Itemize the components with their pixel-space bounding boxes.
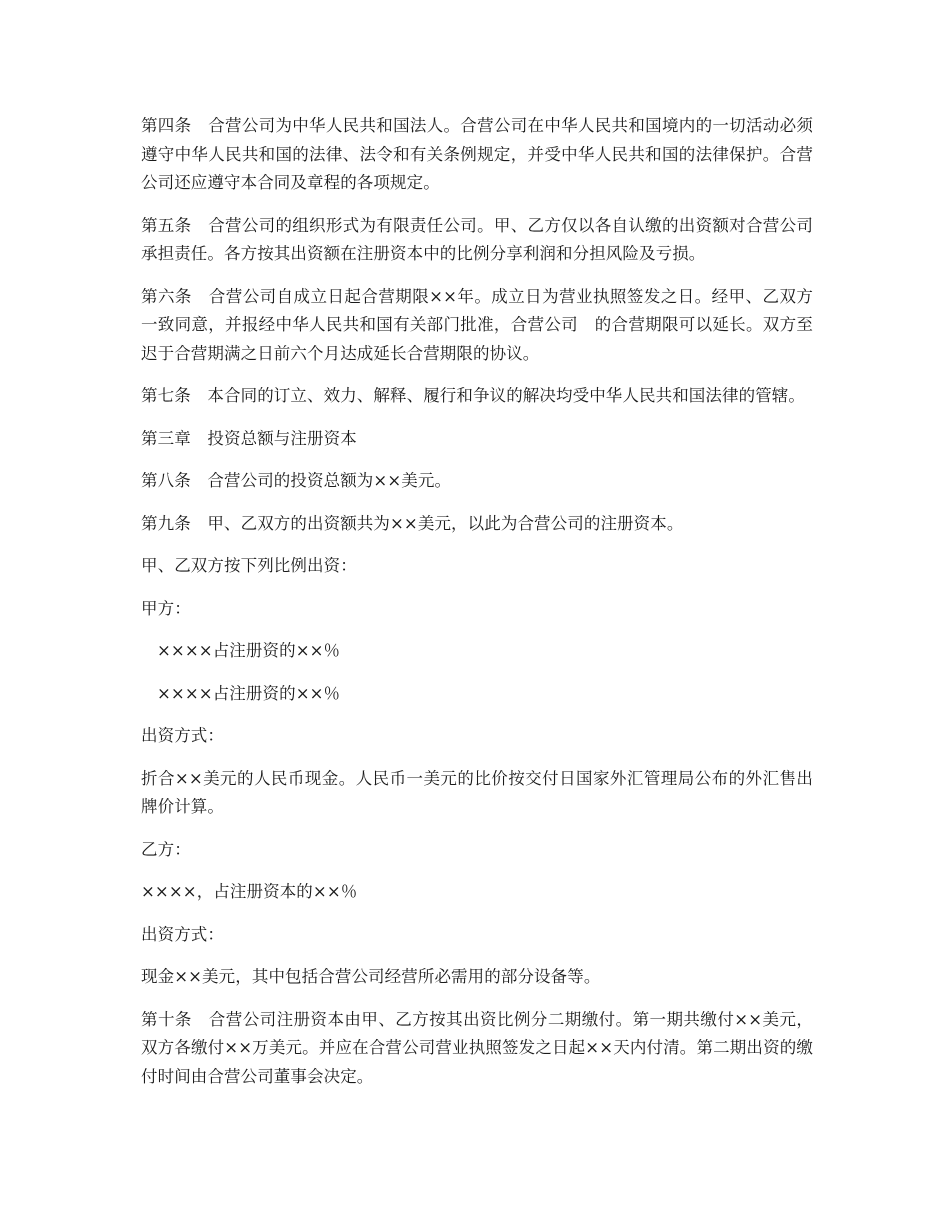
party-a-contribution-method-label: 出资方式： bbox=[141, 726, 224, 745]
party-a-label: 甲方： bbox=[141, 598, 191, 618]
article-5: 第五条 合营公司的组织形式为有限责任公司。甲、乙方仅以各自认缴的出资额对合营公司承担责任。各方按其出资额在注册资本中的比例分享利润和分担风险及亏损。 bbox=[141, 215, 813, 263]
party-b-label: 乙方： bbox=[141, 839, 191, 859]
article-6: 第六条 合营公司自成立日起合营期限××年。成立日为营业执照签发之日。经甲、乙双方一致同意，并报经中华人民共和国有关部门批准，合营公司 的合营期限可以延长。双方至迟于合营期满之日前六个月达成延长合营期限的协议。 bbox=[141, 286, 813, 363]
party-a-contribution-method: 折合××美元的人民币现金。人民币一美元的比价按交付日国家外汇管理局公布的外汇售出牌价计算。 bbox=[141, 768, 813, 816]
chapter-3-heading: 第三章 投资总额与注册资本 bbox=[141, 428, 357, 448]
contribution-ratio-intro: 甲、乙双方按下列比例出资： bbox=[141, 556, 357, 575]
article-4: 第四条 合营公司为中华人民共和国法人。合营公司在中华人民共和国境内的一切活动必须遵守中华人民共和国的法律、法令和有关条例规定，并受中华人民共和国的法律保护。合营公司还应遵守本合同及章程的各项规定。 bbox=[141, 116, 813, 192]
article-9: 第九条 甲、乙双方的出资额共为××美元，以此为合营公司的注册资本。 bbox=[141, 513, 684, 533]
party-a-share-1: ××××占注册资的××％ bbox=[157, 641, 341, 660]
party-b-contribution-method-label: 出资方式： bbox=[141, 924, 224, 944]
party-b-contribution-method: 现金××美元，其中包括合营公司经营所必需用的部分设备等。 bbox=[141, 967, 601, 986]
party-b-share: ××××，占注册资本的××％ bbox=[141, 882, 358, 901]
article-8: 第八条 合营公司的投资总额为××美元。 bbox=[141, 471, 452, 490]
document-body bbox=[141, 112, 813, 1105]
article-7: 第七条 本合同的订立、效力、解释、履行和争议的解决均受中华人民共和国法律的管辖。 bbox=[141, 386, 805, 405]
party-a-share-2: ××××占注册资的××％ bbox=[157, 683, 341, 703]
article-10: 第十条 合营公司注册资本由甲、乙方按其出资比例分二期缴付。第一期共缴付××美元，双方各缴付××万美元。并应在合营公司营业执照签发之日起××天内付清。第二期出资的缴付时间由合营公司董事会决定。 bbox=[141, 1009, 813, 1086]
